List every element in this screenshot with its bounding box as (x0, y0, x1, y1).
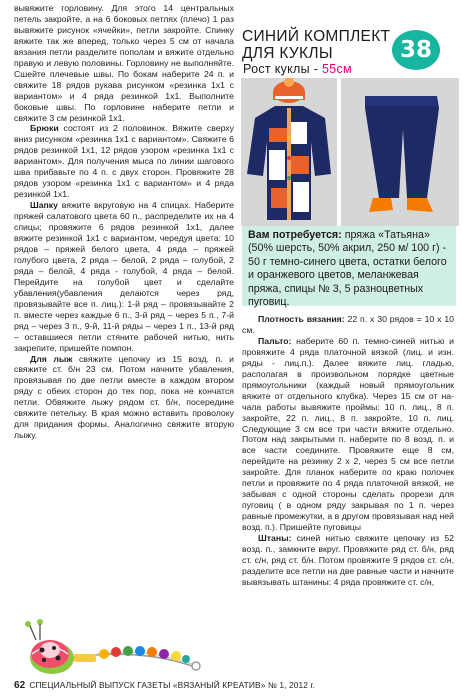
page-number: 62 (14, 680, 26, 691)
materials-heading: Вам потребуется: (248, 229, 342, 241)
trousers-heading: Брюки (30, 123, 59, 134)
gauge-heading: Плотность вязания: (258, 314, 345, 324)
pattern-number-badge: 38 (392, 30, 440, 70)
pattern-title: СИНИЙ КОМПЛЕКТ ДЛЯ КУКЛЫ (242, 28, 391, 62)
paragraph-pants: Штаны: синей нитью свяжите цепочку из 52 возд. п., замкните вкруг. Провяжите ряд ст. б/н, ряд ст. с/н, ряд ст. б/н. Потом провяжите 9 рядов ст. с/н, разделите все петли на две равные части и начните вывязывать штанины: 4 ряда провяжите ст. с/н, (242, 533, 454, 587)
doll-height: Рост куклы - 55см (243, 62, 352, 76)
coat-heading: Пальто: (258, 335, 292, 346)
paragraph-trousers: Брюки состоят из 2 половинок. Вяжите сверху вниз рисунком «резинка 1х1 с вариантом». Свяжите 6 рядов резинкой 1х1, 12 рядов узором «резинка 1х1 с вариантом». Для получения мыса по линии шагового шва прибавьте по 4 п. с двух сторон. Провяжите 28 рядов узором «резинка 1х1 с вариантом» и 4 ряда резинкой 1х1. (14, 123, 234, 200)
ladybug-pin-illustration (14, 616, 234, 678)
paragraph-hat: Шапку вяжите вкруговую на 4 спицах. Наберите пряжей салатового цвета 60 п., распределите их на 4 спицы; провяжите 6 рядов резинкой 1х1, далее вяжите резинкой 1х1 с вариантом, чередуя цвета: 10 рядов – пряжей белого цвета, 4 ряда – пряжей голубого цвета, 2 ряда – белой, 2 ряда – голубой, 2 ряда – белой, 4 ряда - голубой, 4 ряда – белой. Перейдите на голубой цвет и сделайте убавления(убавления делаются через ряд, провязывайте все п. лиц.): 1-й ряд – провязывайте 2 п. вместе через каждые 6 п., 3-й ряд – через 5 п., 7-й ряд – через 3 п., 9-й, 11-й ряды – через 1 п., 13-й ряд – оставшиеся петли стяните рабочей нитью, нить закрепите, пришейте помпон. (14, 200, 234, 353)
right-text-column (242, 314, 454, 588)
materials-box: Вам потребуется: пряжа «Татьяна» (50% шерсть, 50% акрил, 250 м/ 100 г) - 50 г темно-синего цвета, остатки белого и оранжевого цветов, меланжевая пряжа, спицы № 3, 5 разноцветных пуговиц. (242, 226, 456, 306)
skis-heading: Для лыж (30, 353, 73, 364)
publication-name: СПЕЦИАЛЬНЫЙ ВЫПУСК ГАЗЕТЫ «ВЯЗАНЫЙ КРЕАТИВ» № 1, 2012 г. (29, 680, 316, 690)
page-footer (14, 680, 315, 691)
paragraph-skis: Для лыж свяжите цепочку из 15 возд. п. и свяжите ст. б/н 23 см. Потом начните убавления, провязывая по две петли вместе в каждом втором ряду с обеих сторон до тех пор, пока не кончатся петли. Обвяжите лыжу рядом ст. б/н, посередине свяжите петельку. В края можно вставить проволоку для придания формы. Аналогично свяжите вторую лыжу. (14, 353, 234, 441)
pants-heading: Штаны: (258, 533, 292, 544)
left-text-column (14, 3, 234, 441)
hat-heading: Шапку (30, 200, 58, 211)
paragraph-gauge: Плотность вязания: 22 п. х 30 рядов = 10 х 10 см. (242, 314, 454, 335)
paragraph-front-back: вывяжите горловину. Для этого 14 центральных петель закройте, а на 6 боковых петлях (плечо) 1 раз вывяжите рисунок «ячейки», петли закройте. Спинку вяжите так же вперед, только через 5 см от начала вязания петли разделите пополам и вяжите отдельно правую и левую половины. Горловину не выполняйте. Сшейте плечевые швы. По бокам наберите 24 п. и свяжите 18 рядов рукава рисунком «резинка 1х1 с вариантом» и 4 ряда резинкой 1х1. Выполните боковые швы. По горловине наберите петли и свяжите 3 см резинкой 1х1. (14, 3, 234, 123)
doll-outfit-photo (241, 78, 459, 226)
paragraph-coat: Пальто: наберите 60 п. темно-синей нитью и провяжите 4 ряда платочной вязкой (лиц. и изн. ряды - лиц.п.). Далее вяжите лиц. гладью, располагая в произвольном порядке цветные прямоугольники (каждый новый прямоугольник вяжите от отдельного клубка). Через 15 см от начала работы вывяжите проймы: 10 п. лиц., 8 п. закройте, 22 п. лиц., 8 п. закройте, 10 п. лиц. Следующие 3 см все три части вяжите отдельно. Потом над закрытыми п. наберите по 8 возд. п. и все части соедините. Провяжите еще 8 см, перейдите на резинку 2 х 2, через 5 см все петли закройте. Для планок наберите по краю полочек петли и провяжите по 4 ряда платочной вязкой, не забывая с одной стороны сделать прорези для пуговиц ( в одном ряду закрывая по 1 п. через равные промежутки, а в другом провязывая над ней возд. п.). Пришейте пуговицы (242, 335, 454, 533)
